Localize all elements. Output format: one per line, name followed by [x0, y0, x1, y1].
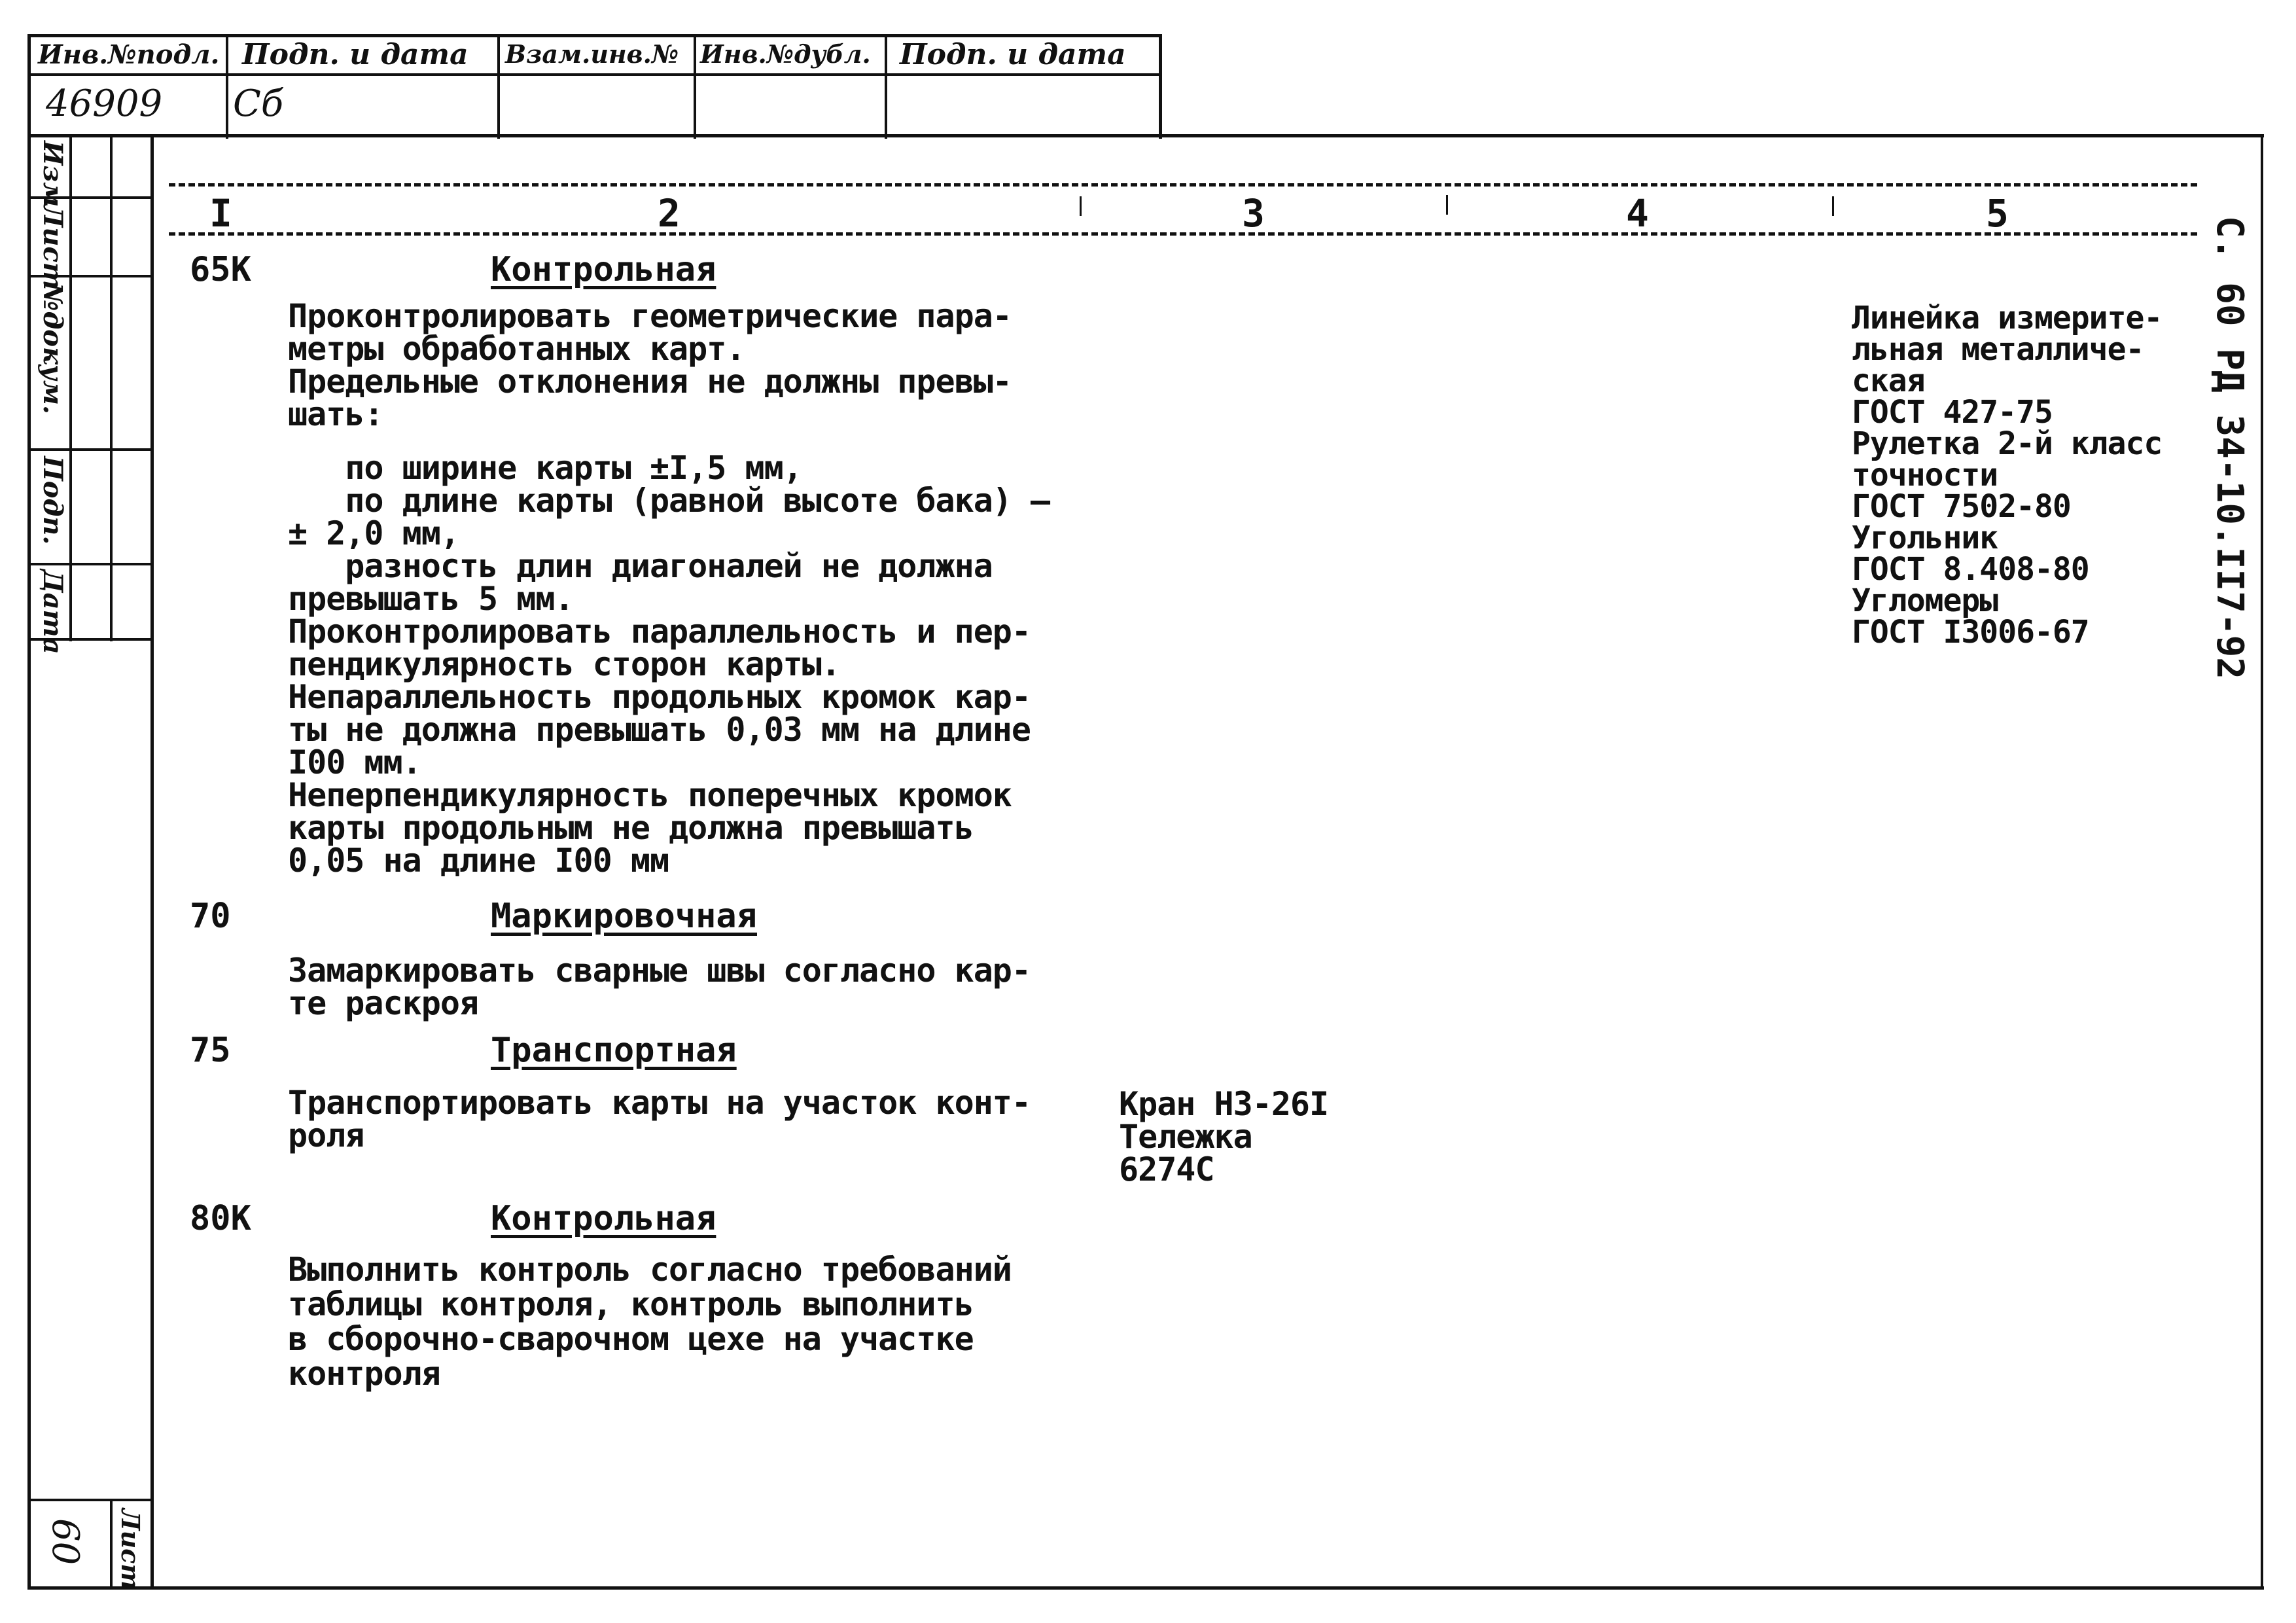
operation-number: 80К	[190, 1199, 251, 1238]
tool-line: Угольник	[1852, 520, 1998, 556]
operation-text-line: ты не должна превышать 0,03 мм на длине	[288, 711, 1031, 749]
operation-text-line: в сборочно-сварочном цехе на участке	[288, 1320, 974, 1358]
operation-text-line: по ширине карты ±I,5 мм,	[288, 449, 802, 487]
tool-line: льная металличе-	[1852, 331, 2144, 368]
operation-title: Транспортная	[491, 1031, 737, 1070]
equipment-line: 6274С	[1119, 1150, 1214, 1188]
sheet-number: 60	[44, 1518, 86, 1565]
revision-label-sheet: Лист	[37, 204, 68, 291]
operation-text-line: метры обработанных карт.	[288, 330, 745, 368]
operation-text-line: пендикулярность сторон карты.	[288, 645, 840, 683]
operation-text-line: карты продольным не должна превышать	[288, 809, 974, 847]
stamp-cell-inv-orig: Инв.№подл.	[38, 39, 220, 70]
stamp-value-inv-orig: 46909	[46, 82, 163, 125]
column-number-1: I	[209, 191, 232, 236]
operation-text-line: Транспортировать карты на участок конт-	[288, 1084, 1031, 1122]
stamp-cell-replace-inv: Взам.инв.№	[505, 39, 679, 69]
tool-line: Угломеры	[1852, 582, 1998, 619]
operation-title: Контрольная	[491, 1199, 716, 1238]
column-number-2: 2	[658, 191, 680, 236]
sheet-label: Лист	[116, 1508, 145, 1590]
operation-text-line: таблицы контроля, контроль выполнить	[288, 1285, 974, 1323]
operation-number: 70	[190, 897, 231, 936]
tool-line: ская	[1852, 363, 1925, 399]
operation-text-line: Неперпендикулярность поперечных кромок	[288, 776, 1012, 814]
operation-text-line: Предельные отклонения не должны превы-	[288, 363, 1012, 401]
operation-text-line: шать:	[288, 395, 383, 433]
document-code: С. 60 РД 34-10.II7-92	[2208, 216, 2251, 680]
operation-text-line: Проконтролировать параллельность и пер-	[288, 613, 1031, 651]
revision-label-doc: №докум.	[37, 283, 68, 414]
tool-line: Линейка измерите-	[1852, 300, 2163, 336]
operation-text-line: Выполнить контроль согласно требований	[288, 1251, 1012, 1289]
tool-line: ГОСТ I3006-67	[1852, 614, 2089, 651]
revision-label-change: Изм	[37, 141, 68, 207]
equipment-line: Тележка	[1119, 1118, 1252, 1156]
stamp-cell-sign-date-2: Подп. и дата	[900, 38, 1126, 71]
operation-text-line: Проконтролировать геометрические пара-	[288, 297, 1012, 335]
tool-line: ГОСТ 8.408-80	[1852, 551, 2089, 588]
operation-text-line: Непараллельность продольных кромок кар-	[288, 678, 1031, 716]
operation-text-line: по длине карты (равной высоте бака) –	[288, 482, 1050, 520]
operation-title: Контрольная	[491, 250, 716, 289]
operation-text-line: контроля	[288, 1355, 440, 1393]
operation-text-line: роля	[288, 1116, 364, 1154]
operation-text-line: те раскроя	[288, 984, 479, 1022]
operation-text-line: разность длин диагоналей не должна	[288, 547, 993, 585]
operation-number: 75	[190, 1031, 231, 1070]
operation-text-line: I00 мм.	[288, 743, 421, 781]
column-number-4: 4	[1626, 191, 1649, 236]
stamp-cell-sign-date: Подп. и дата	[242, 38, 468, 71]
column-number-5: 5	[1986, 191, 2009, 236]
tool-line: Рулетка 2-й класс	[1852, 425, 2163, 462]
tool-line: ГОСТ 7502-80	[1852, 488, 2071, 525]
operation-number: 65К	[190, 250, 251, 289]
stamp-cell-inv-dup: Инв.№дубл.	[700, 39, 871, 69]
operation-title: Маркировочная	[491, 897, 757, 936]
operation-text-line: Замаркировать сварные швы согласно кар-	[288, 952, 1031, 990]
revision-label-sign: Подп.	[37, 456, 68, 545]
operation-text-line: ± 2,0 мм,	[288, 514, 459, 552]
operation-text-line: 0,05 на длине I00 мм	[288, 842, 669, 880]
tool-line: ГОСТ 427-75	[1852, 394, 2053, 431]
stamp-value-sign: Сб	[233, 82, 284, 125]
tool-line: точности	[1852, 457, 1998, 493]
equipment-line: Кран НЗ-26I	[1119, 1085, 1329, 1123]
operation-text-line: превышать 5 мм.	[288, 580, 574, 618]
revision-label-date: Дата	[37, 569, 68, 654]
column-number-3: 3	[1242, 191, 1265, 236]
